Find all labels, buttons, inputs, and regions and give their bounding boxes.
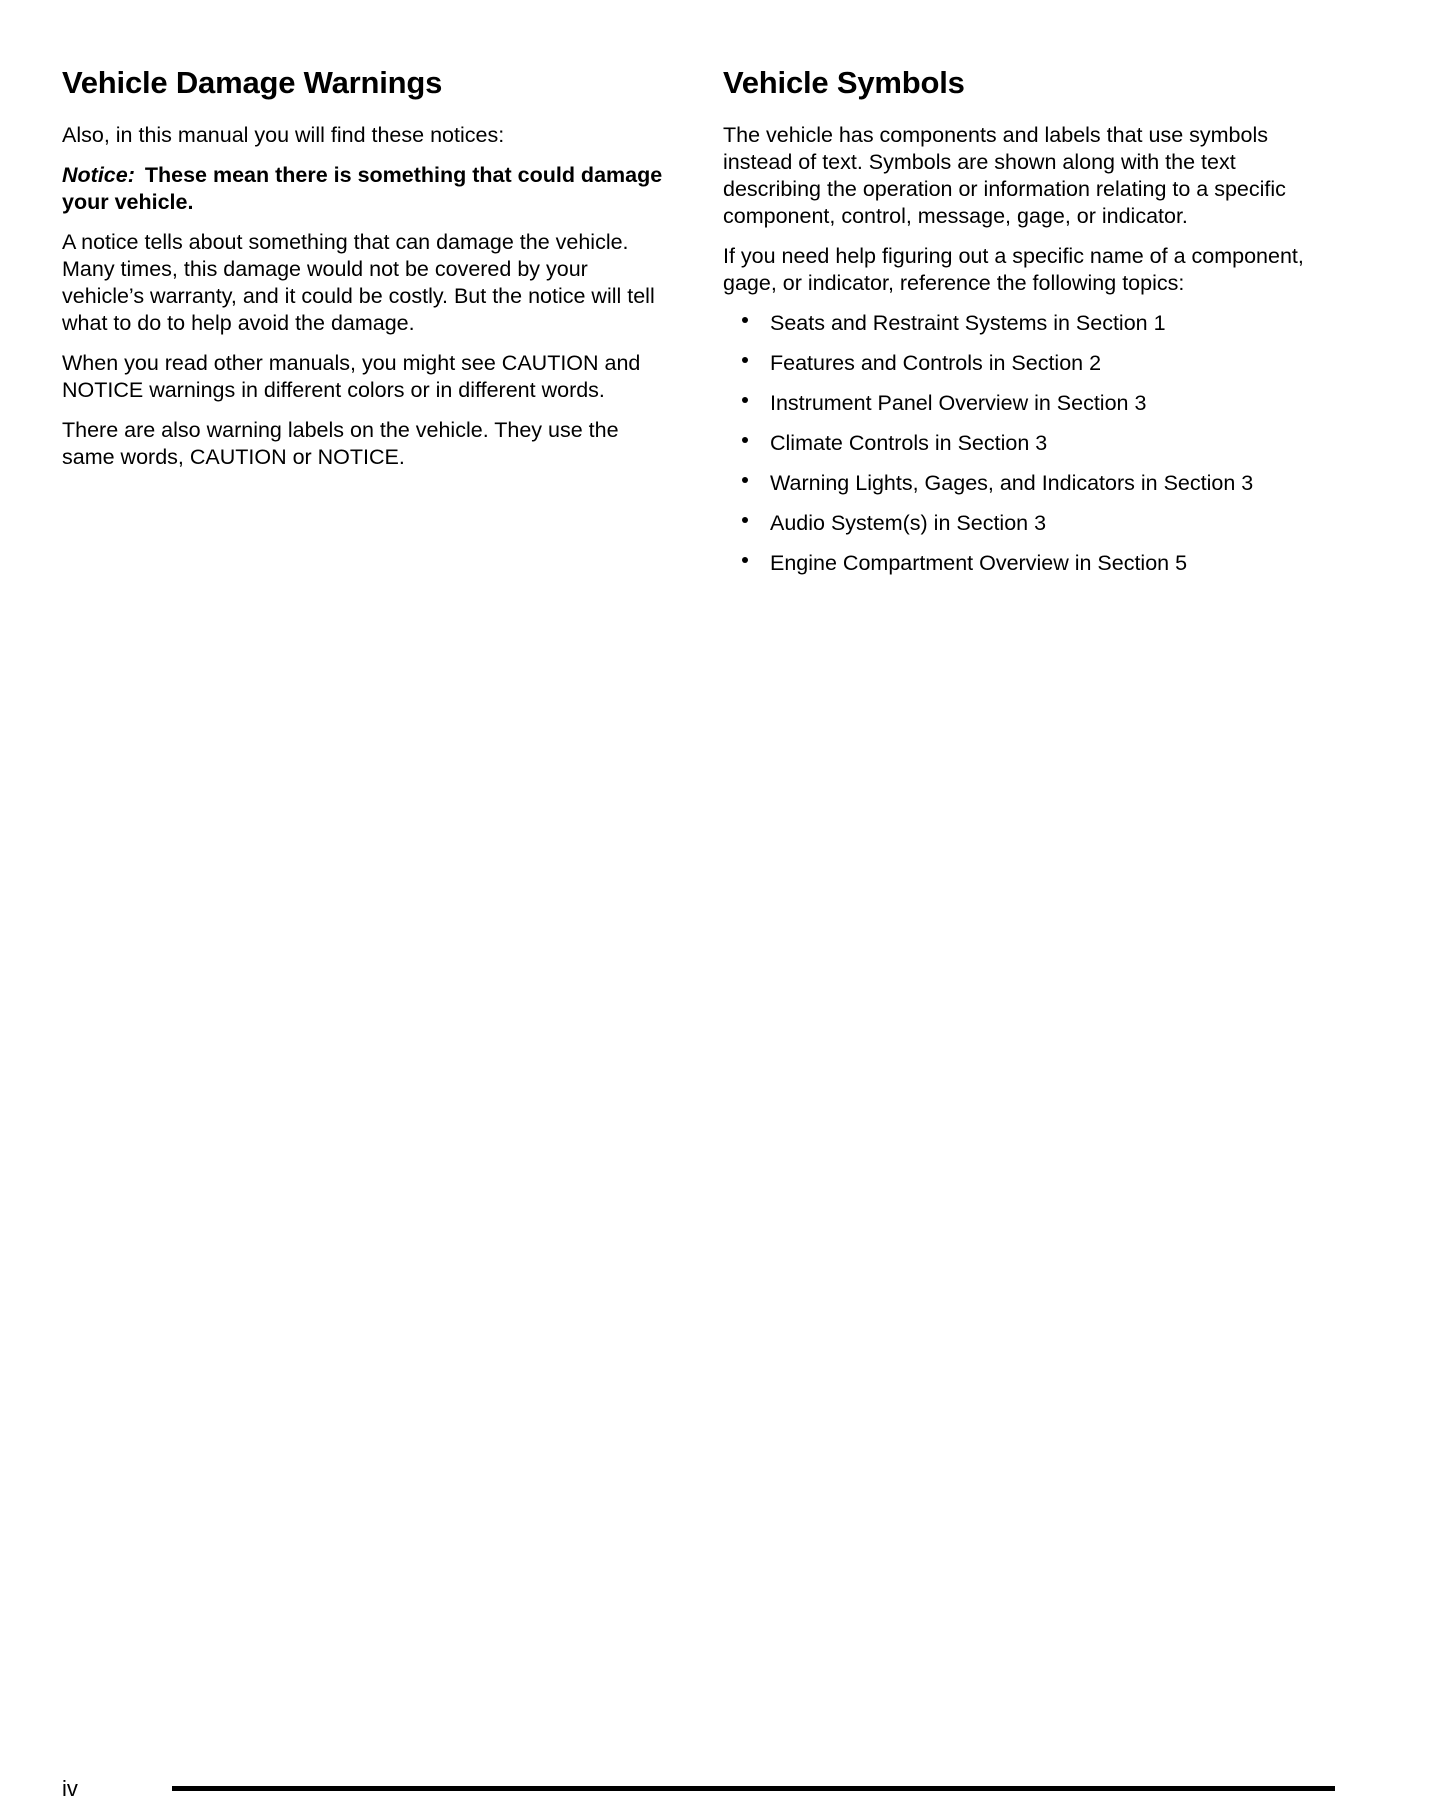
bullet-dot-icon: [742, 317, 748, 323]
right-section-heading: Vehicle Symbols: [723, 65, 965, 100]
topics-bullet-list: [723, 310, 1325, 577]
list-item-label: Climate Controls in Section 3: [770, 431, 1048, 455]
left-body-paragraph-3: There are also warning labels on the vehicle. They use the same words, CAUTION or NOTICE.: [62, 418, 619, 469]
notice-text: These mean there is something that could damage your vehicle.: [62, 163, 663, 214]
list-item-label: Warning Lights, Gages, and Indicators in Section 3: [770, 471, 1254, 495]
list-item-label: Audio System(s) in Section 3: [770, 511, 1047, 535]
list-item: [723, 470, 1325, 497]
bullet-dot-icon: [742, 557, 748, 563]
right-body-paragraph-2: If you need help figuring out a specific name of a component, gage, or indicator, reference the following topics:: [723, 244, 1304, 295]
bullet-dot-icon: [742, 437, 748, 443]
list-item: [723, 430, 1325, 457]
list-item-label: Engine Compartment Overview in Section 5: [770, 551, 1188, 575]
page-number: iv: [62, 1776, 78, 1801]
footer-rule-divider: [172, 1786, 1335, 1791]
list-item-label: Features and Controls in Section 2: [770, 351, 1102, 375]
list-item-label: Instrument Panel Overview in Section 3: [770, 391, 1147, 415]
list-item-label: Seats and Restraint Systems in Section 1: [770, 311, 1166, 335]
list-item: [723, 390, 1325, 417]
notice-block: [62, 162, 670, 216]
page-footer: [0, 876, 1445, 1801]
right-column: [723, 66, 1325, 577]
left-section-heading: Vehicle Damage Warnings: [62, 65, 443, 100]
right-body-paragraph-1: The vehicle has components and labels that use symbols instead of text. Symbols are shown along with the text describing the operation or information relating to a specific component, control, message, gage, or indicator.: [723, 123, 1286, 228]
list-item: [723, 550, 1325, 577]
notice-label: Notice:: [62, 163, 135, 187]
left-column: [62, 66, 670, 471]
left-intro-paragraph: Also, in this manual you will find these notices:: [62, 123, 505, 147]
list-item: [723, 350, 1325, 377]
left-body-paragraph-1: A notice tells about something that can damage the vehicle. Many times, this damage would not be covered by your vehicle’s warranty, and it could be costly. But the notice will tell what to do to help avoid the damage.: [62, 230, 655, 335]
left-body-paragraph-2: When you read other manuals, you might see CAUTION and NOTICE warnings in different colors or in different words.: [62, 351, 641, 402]
bullet-dot-icon: [742, 357, 748, 363]
bullet-dot-icon: [742, 397, 748, 403]
bullet-dot-icon: [742, 517, 748, 523]
bullet-dot-icon: [742, 477, 748, 483]
list-item: [723, 510, 1325, 537]
list-item: [723, 310, 1325, 337]
